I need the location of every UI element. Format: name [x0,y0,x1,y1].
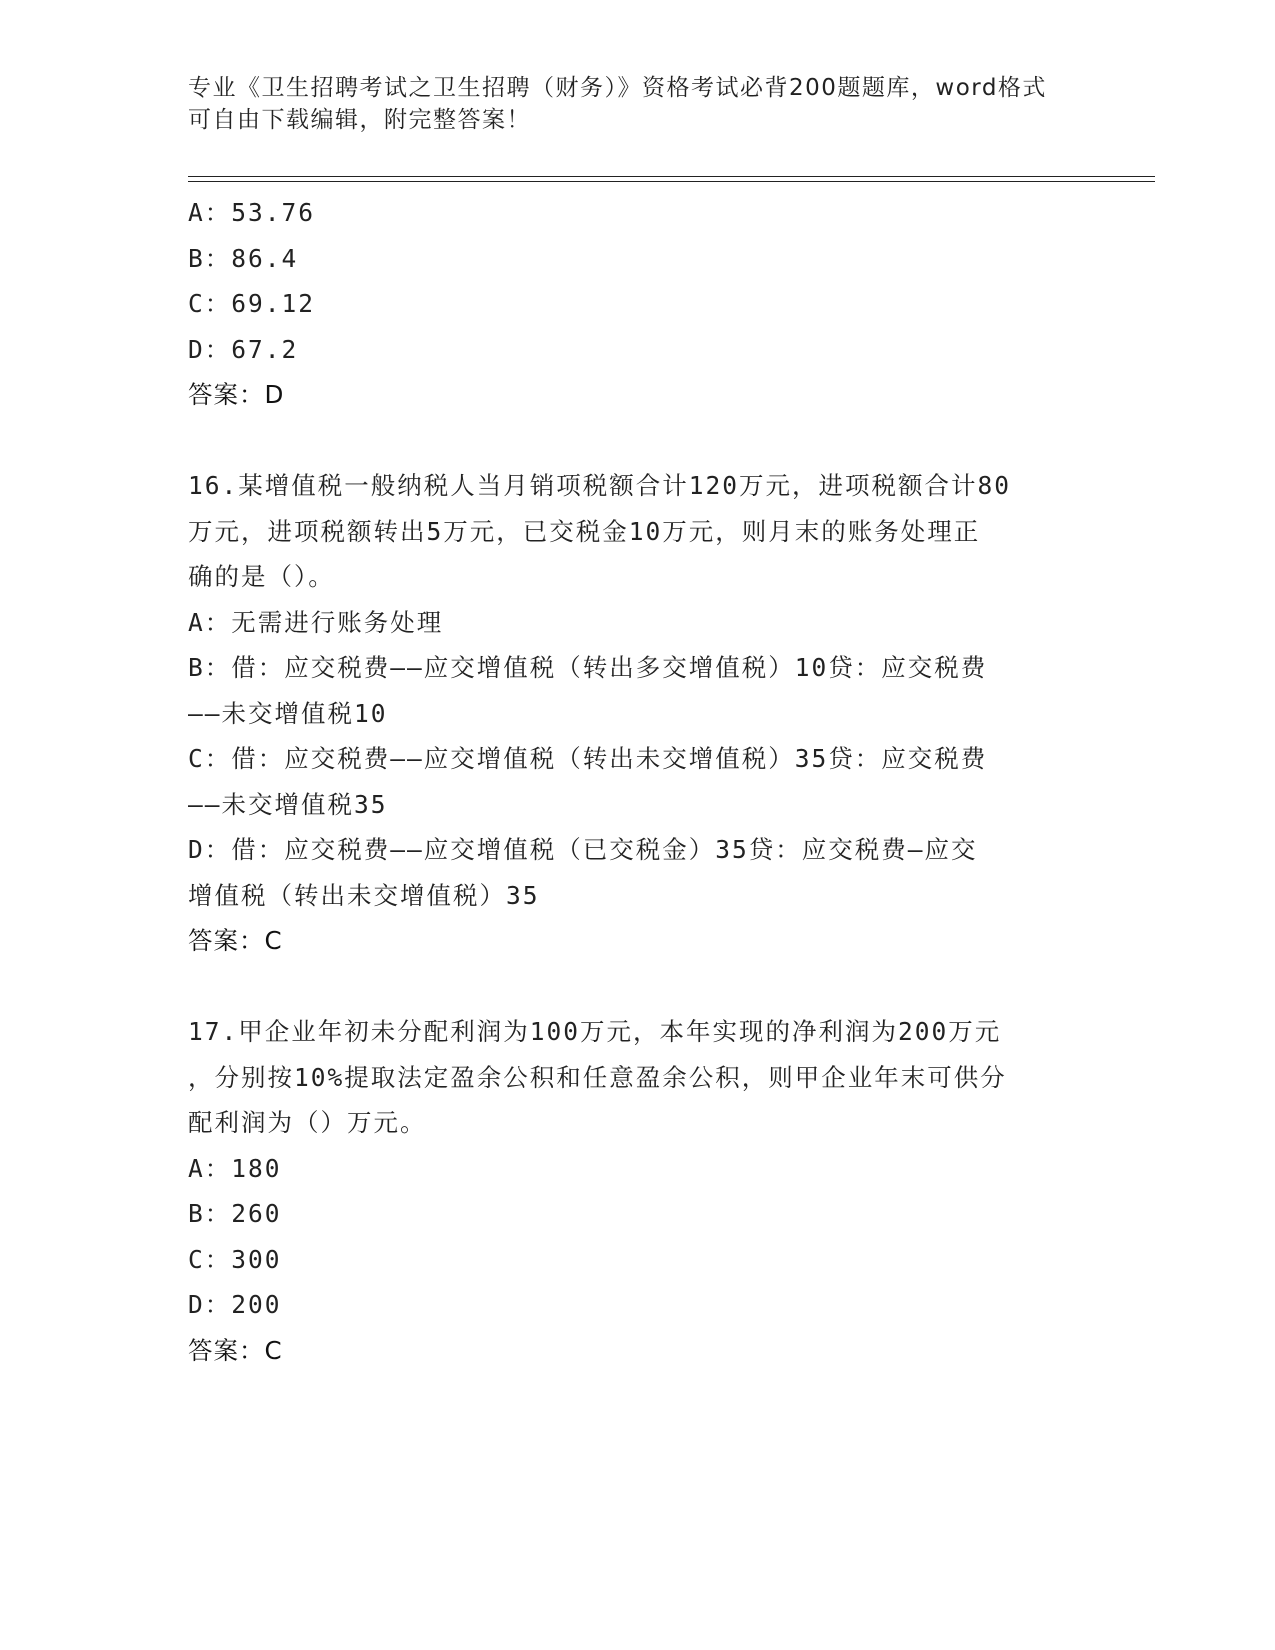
spacer [188,964,1078,1010]
q17-option-b: B：260 [188,1199,282,1228]
q17-answer: 答案：C [188,1335,283,1365]
header-title-line-1: 专业《卫生招聘考试之卫生招聘（财务）》资格考试必背200题题库，word格式 [188,75,1047,101]
q17-stem-line-3: 配利润为（）万元。 [188,1108,427,1137]
question-content [188,190,1078,1373]
q15-option-a: A：53.76 [188,198,316,227]
q16-option-d-line-2: 增值税（转出未交增值税）35 [188,880,540,910]
question-17-block [188,1009,1078,1373]
q15-option-c: C：69.12 [188,289,316,318]
q16-option-b-line-2: ——未交增值税10 [188,698,388,728]
q16-option-c-line-2: ——未交增值税35 [188,789,388,819]
document-header [188,72,1088,136]
question-16-block [188,463,1078,964]
q17-stem-line-1: 17.甲企业年初未分配利润为100万元，本年实现的净利润为200万元 [188,1017,1002,1046]
q16-option-a: A：无需进行账务处理 [188,607,444,637]
q17-option-d: D：200 [188,1290,282,1319]
question-15-block [188,190,1078,418]
q16-stem-line-3: 确的是（）。 [188,562,335,591]
header-divider-top [188,176,1155,177]
header-divider-bottom [188,181,1155,182]
q16-option-c-line-1: C：借：应交税费——应交增值税（转出未交增值税）35贷：应交税费 [188,744,988,773]
q15-option-d: D：67.2 [188,334,299,364]
q16-stem-line-1: 16.某增值税一般纳税人当月销项税额合计120万元，进项税额合计80 [188,471,1011,500]
q15-answer: 答案：D [188,380,285,409]
q16-option-d-line-1: D：借：应交税费——应交增值税（已交税金）35贷：应交税费—应交 [188,835,978,864]
q17-option-c: C：300 [188,1244,282,1274]
spacer [188,418,1078,464]
q17-stem-line-2: ，分别按10%提取法定盈余公积和任意盈余公积，则甲企业年末可供分 [188,1062,1007,1092]
q17-option-a: A：180 [188,1153,282,1183]
q15-option-b: B：86.4 [188,243,299,273]
q16-stem-line-2: 万元，进项税额转出5万元，已交税金10万元，则月末的账务处理正 [188,516,981,546]
q16-answer: 答案：C [188,926,283,955]
header-title-line-2: 可自由下载编辑，附完整答案！ [188,107,531,133]
q16-option-b-line-1: B：借：应交税费——应交增值税（转出多交增值税）10贷：应交税费 [188,653,988,682]
